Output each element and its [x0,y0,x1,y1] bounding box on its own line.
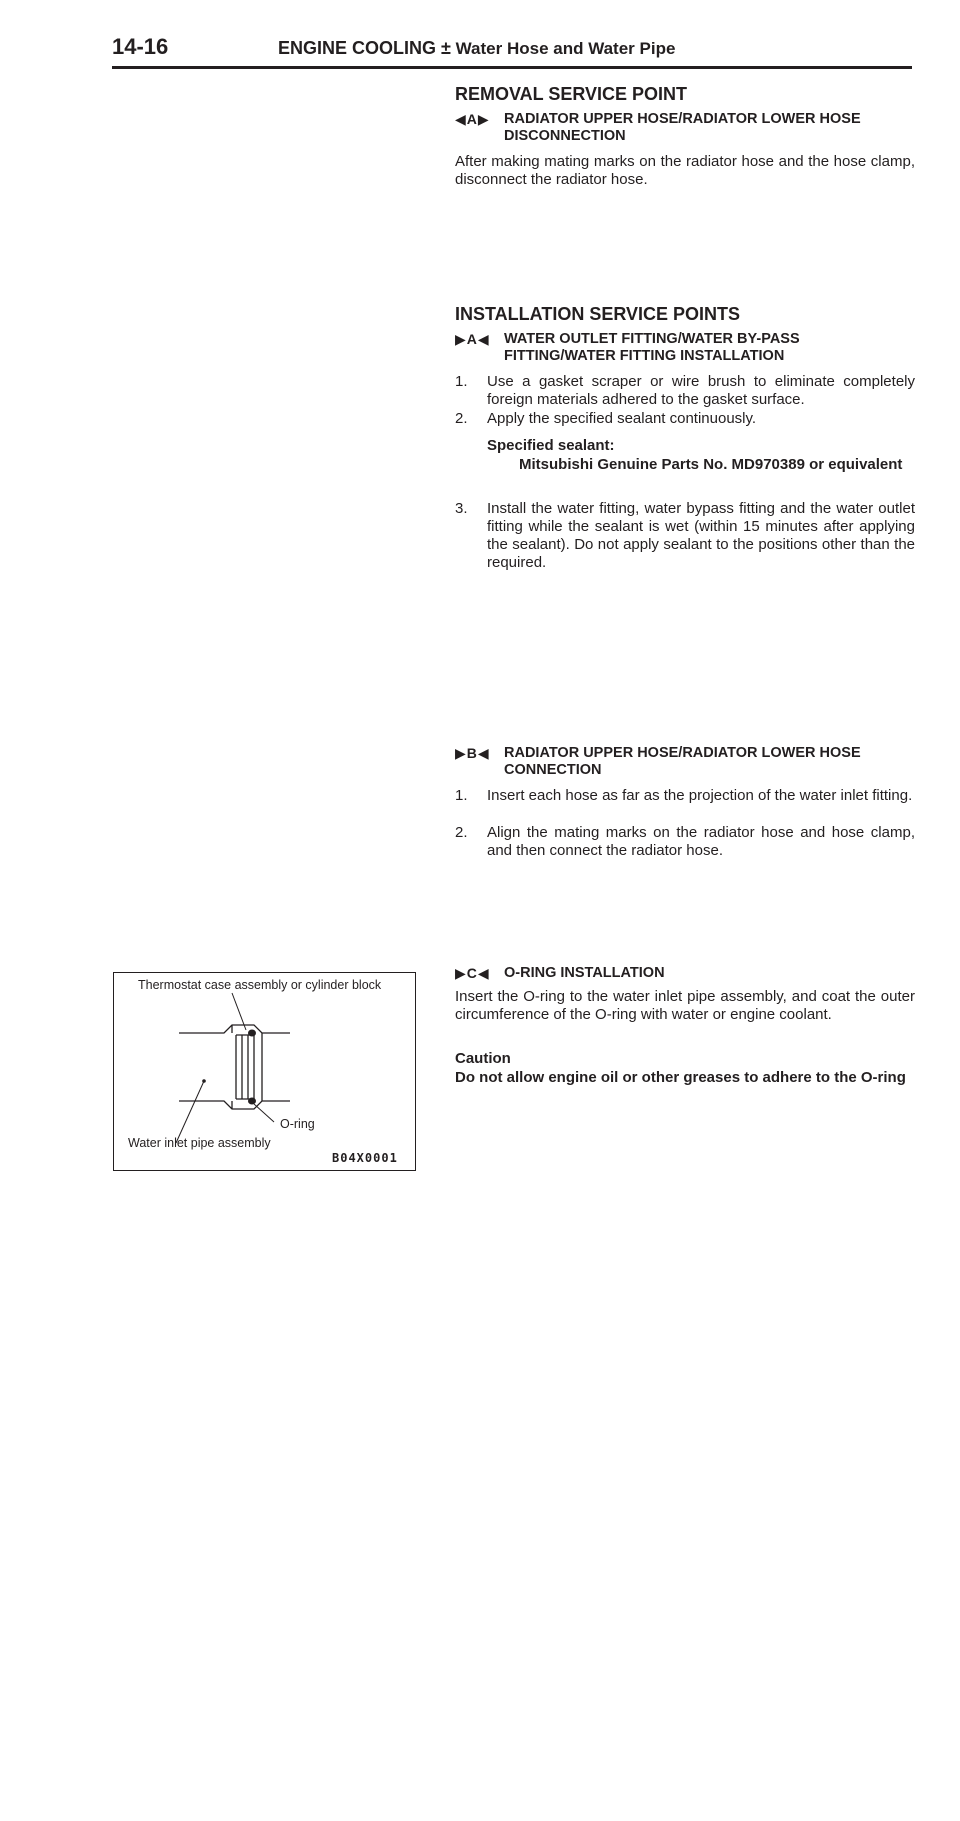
install-item-b-title: RADIATOR UPPER HOSE/RADIATOR LOWER HOSE CONNECTION [504,745,861,778]
step-text: Align the mating marks on the radiator hose and hose clamp, and then connect the radiator hose. [487,824,915,859]
header-title [278,38,675,59]
step-number: 2. [455,824,468,841]
header-rule [112,66,912,69]
removal-item-a-title: RADIATOR UPPER HOSE/RADIATOR LOWER HOSE DISCONNECTION [504,111,861,144]
install-marker-b: ▶B◀ [455,745,489,761]
caution-text: Do not allow engine oil or other greases to adhere to the O-ring [455,1069,906,1086]
step-number: 3. [455,500,468,517]
figure-label-pipe: Water inlet pipe assembly [128,1136,271,1150]
spec-label: Specified sealant: [487,437,615,454]
figure-label-oring: O-ring [280,1117,315,1131]
figure-label-thermostat: Thermostat case assembly or cylinder block [138,978,382,992]
install-item-c-text: Insert the O-ring to the water inlet pipe assembly, and coat the outer circumference of the O-ring with water or engine coolant. [455,988,915,1023]
installation-section-title: INSTALLATION SERVICE POINTS [455,304,741,324]
step-number: 1. [455,787,468,804]
figure-code: B04X0001 [332,1151,398,1165]
header-title-sub: Water Hose and Water Pipe [455,39,676,58]
step-number: 2. [455,410,468,427]
step-text: Install the water fitting, water bypass fitting and the water outlet fitting while the sealant is wet (within 15 minutes after applying the sealant). Do not apply sealant to the positions other than the required. [487,500,915,571]
oring-bottom-section [248,1098,256,1105]
removal-marker: ◀A▶ [455,111,489,127]
install-item-c-title: O-RING INSTALLATION [504,965,665,981]
spec-value: Mitsubishi Genuine Parts No. MD970389 or equivalent [519,456,903,473]
removal-item-a-text: After making mating marks on the radiator hose and the hose clamp, disconnect the radiator hose. [455,153,915,188]
marker-letter: A [466,111,477,127]
install-marker-c: ▶C◀ [455,965,489,981]
marker-letter: C [466,965,477,981]
leader-lines [176,993,274,1143]
step-text: Apply the specified sealant continuously. [487,410,757,427]
pipe-drawing [179,1025,290,1109]
install-marker-a: ▶A◀ [455,331,489,347]
page-header [112,34,912,68]
step-number: 1. [455,373,468,390]
header-title-main: ENGINE COOLING ± [278,38,451,58]
step-text: Use a gasket scraper or wire brush to eliminate completely foreign materials adhered to the gasket surface. [487,373,915,408]
page-number: 14-16 [112,34,169,59]
leader-dot [202,1079,206,1083]
caution-label: Caution [455,1050,511,1067]
step-text: Insert each hose as far as the projection of the water inlet fitting. [487,787,913,804]
install-item-a-title: WATER OUTLET FITTING/WATER BY-PASS FITTING/WATER FITTING INSTALLATION [504,331,800,364]
oring-top-section [248,1030,256,1037]
oring-figure [113,972,416,1171]
removal-section-title: REMOVAL SERVICE POINT [455,84,688,104]
marker-letter: A [466,331,477,347]
marker-letter: B [466,745,477,761]
